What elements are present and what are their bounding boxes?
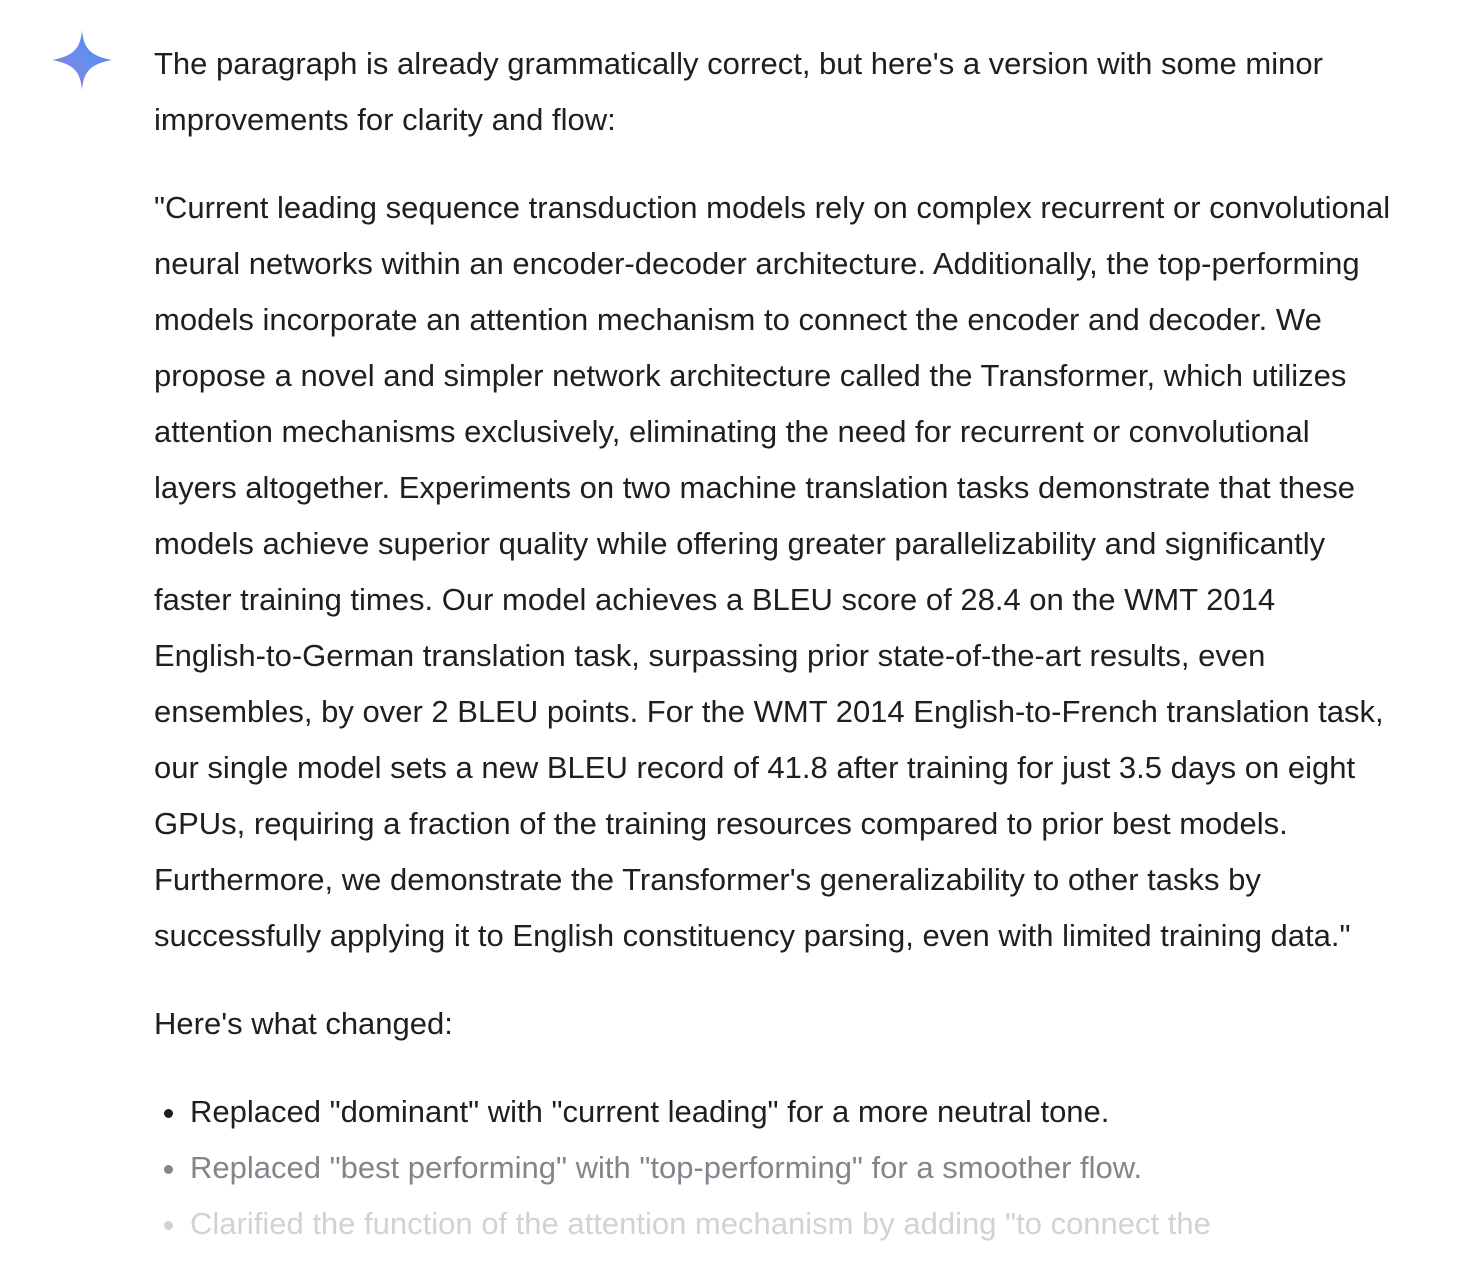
changes-list xyxy=(154,1084,1394,1252)
intro-paragraph: The paragraph is already grammatically correct, but here's a version with some minor improvements for clarity and flow: xyxy=(154,46,1323,137)
response-content xyxy=(154,36,1394,1252)
list-item: Replaced "best performing" with "top-performing" for a smoother flow. xyxy=(154,1140,1394,1196)
list-item: Replaced "dominant" with "current leading" for a more neutral tone. xyxy=(154,1084,1394,1140)
changes-heading: Here's what changed: xyxy=(154,1006,453,1041)
sparkle-icon xyxy=(50,28,114,92)
revised-paragraph: "Current leading sequence transduction models rely on complex recurrent or convolutional neural networks within an encoder-decoder architecture. Additionally, the top-performing models incorporate an attention mechanism to connect the encoder and decoder. We propose a novel and simpler network architecture called the Transformer, which utilizes attention mechanisms exclusively, eliminating the need for recurrent or convolutional layers altogether. Experiments on two machine translation tasks demonstrate that these models achieve superior quality while offering greater parallelizability and significantly faster training times. Our model achieves a BLEU score of 28.4 on the WMT 2014 English-to-German translation task, surpassing prior state-of-the-art results, even ensembles, by over 2 BLEU points. For the WMT 2014 English-to-French translation task, our single model sets a new BLEU record of 41.8 after training for just 3.5 days on eight GPUs, requiring a fraction of the training resources compared to prior best models. Furthermore, we demonstrate the Transformer's generalizability to other tasks by successfully applying it to English constituency parsing, even with limited training data." xyxy=(154,190,1391,953)
list-item: Clarified the function of the attention mechanism by adding "to connect the xyxy=(154,1196,1394,1252)
